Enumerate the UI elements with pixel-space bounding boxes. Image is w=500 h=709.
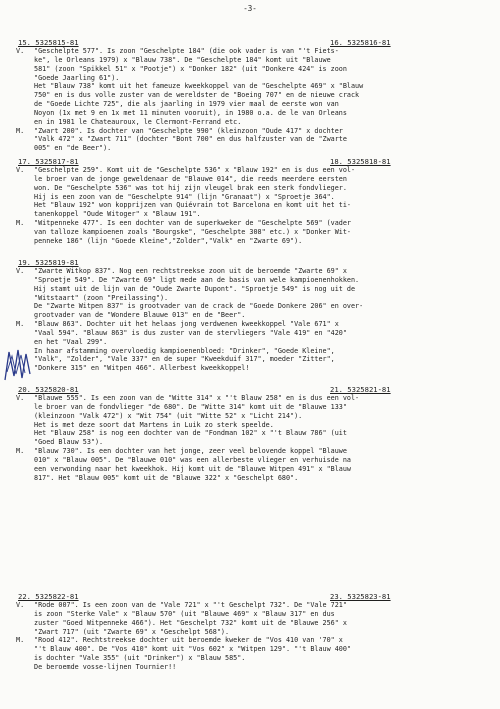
line-text: "Rood 412". Rechtstreekse dochter uit beroemde kweker de "Vos 410 van '70" x xyxy=(34,636,343,645)
line-text: penneke 186" (lijn "Goede Kleine","Zolder","Valk" en "Zwarte 69"). xyxy=(34,236,303,245)
line-text: is dochter "Vale 355" (uit "Drinker") x "Blauw 585". xyxy=(34,654,246,663)
entry-header xyxy=(16,385,486,394)
text-line xyxy=(16,267,486,276)
page-number: -3- xyxy=(243,4,257,13)
line-text: grootvader van de "Wondere Blauwe 013" en de "Beer". xyxy=(34,311,246,320)
line-text: "'t Blauw 400". De "Vos 410" komt uit "Vos 602" x "Witpen 129". "'t Blauw 400" xyxy=(34,645,351,654)
text-line xyxy=(16,663,486,672)
text-line xyxy=(16,610,486,619)
text-line xyxy=(16,294,486,303)
ring-number-left: 17. 5325817-81 xyxy=(18,157,79,166)
line-text: "Geschelpte 577". Is zoon "Geschelpte 184" (die ook vader is van "'t Fiets- xyxy=(34,47,339,55)
line-text: Hij is een zoon van de "Geschelpte 914" (lijn "Granaat") x "Sproetje 364". xyxy=(34,192,335,201)
pen-scribble-mark xyxy=(2,346,36,386)
text-line xyxy=(16,219,486,228)
parent-marker: V. xyxy=(16,394,25,402)
ring-number-right: 21. 5325821-81 xyxy=(330,385,391,394)
line-text: Noyon (1x met 9 en 1x met 11 minuten vooruit), in 1980 o.a. de le van Orleans xyxy=(34,108,347,117)
text-line xyxy=(16,135,486,144)
text-line xyxy=(16,364,486,373)
line-text: de "Goede Lichte 725", die als jaarling in 1979 vier maal de eerste won van xyxy=(34,100,339,109)
line-text: won. De "Geschelpte 536" was tot hij zijn vleugel brak een sterk fondvlieger. xyxy=(34,183,347,192)
text-line xyxy=(16,91,486,100)
line-text: van talloze kampioenen zoals "Bourgske", "Geschelpte 308" etc.) x "Donker Wit- xyxy=(34,227,351,236)
line-text: "Goede Jaarling 61"). xyxy=(34,73,120,82)
text-line xyxy=(16,65,486,74)
line-text: Het "Blauw 738" komt uit het fameuze kweekkoppel van de "Geschelpte 469" x "Blauw xyxy=(34,82,364,91)
text-line xyxy=(16,394,486,403)
text-line xyxy=(16,329,486,338)
text-line xyxy=(16,56,486,65)
text-line xyxy=(16,193,486,202)
line-text: De "Zwarte Witpen 837" is grootvader van de crack de "Goede Donkere 206" en over- xyxy=(34,302,364,311)
text-line xyxy=(16,175,486,184)
line-text: "Donkere 315" en "Witpen 466". Allerbest kweekkoppel! xyxy=(34,364,250,373)
text-line xyxy=(16,338,486,347)
line-text: "Witstaart" (zoon "Preilassing"). xyxy=(34,293,169,302)
text-line xyxy=(16,320,486,329)
text-line xyxy=(16,347,486,356)
line-text: "Witpenneke 477". Is een dochter van de superkweker de "Geschelpte 569" (vader xyxy=(34,219,351,228)
line-text: "Blauw 730". Is een dochter van het jonge, zeer veel belovende koppel "Blauwe xyxy=(34,447,347,456)
pedigree-entry xyxy=(16,258,486,373)
line-text: 005" en "de Beer"). xyxy=(34,144,112,153)
line-text: "Zwart 200". Is dochter van "Geschelpte 990" (kleinzoon "Oude 417" x dochter xyxy=(34,126,343,135)
text-line xyxy=(16,302,486,311)
ring-number-right: 23. 5325823-81 xyxy=(330,592,391,601)
line-text: "Zwarte Witkop 837". Nog een rechtstreekse zoon uit de beroemde "Zwarte 69" x xyxy=(34,267,347,275)
line-text: le broer van de jonge geweldenaar de "Blauwe 014", die reeds meerdere eersten xyxy=(34,174,347,183)
line-text: ke", le Orleans 1979) x "Blauw 738". De "Geschelpte 184" komt uit "Blauwe xyxy=(34,55,331,64)
text-line xyxy=(16,636,486,645)
text-line xyxy=(16,144,486,153)
entry-header xyxy=(16,258,486,267)
line-text: "Blauwe 555". Is een zoon van de "Witte 314" x "'t Blauw 258" en is dus een vol- xyxy=(34,394,360,402)
parent-marker: M. xyxy=(16,126,25,135)
text-line xyxy=(16,276,486,285)
line-text: In haar afstamming overvloedig kampioenenbloed: "Drinker", "Goede Kleine", xyxy=(34,346,335,355)
line-text: Het "Blauw 258" is nog een dochter van de "Fondman 102" x "'t Blauw 786" (uit xyxy=(34,429,347,438)
line-text: "Zwart 717" (uit "Zwarte 69" x "Geschelpt 568"). xyxy=(34,627,230,636)
ring-number-left: 19. 5325819-81 xyxy=(18,258,79,267)
text-line xyxy=(16,109,486,118)
text-line xyxy=(16,601,486,610)
parent-marker: M. xyxy=(16,320,25,329)
ring-number-right: 16. 5325816-81 xyxy=(330,38,391,47)
text-line xyxy=(16,465,486,474)
text-line xyxy=(16,474,486,483)
entry-header xyxy=(16,592,486,601)
line-text: 750" en is dus volle zuster van de wereldster de "Boeing 707" en de nieuwe crack xyxy=(34,91,360,100)
text-line xyxy=(16,355,486,364)
text-line xyxy=(16,74,486,83)
line-text: "Blauw 863". Dochter uit het helaas jong verdwenen kweekkoppel "Vale 671" x xyxy=(34,320,339,329)
line-text: Hij stamt uit de lijn van de "Oude Zwarte Dupont". "Sproetje 549" is nog uit de xyxy=(34,284,356,293)
text-line xyxy=(16,421,486,430)
text-line xyxy=(16,628,486,637)
parent-marker: V. xyxy=(16,47,25,55)
line-text: "Goed Blauw 53"). xyxy=(34,438,104,447)
text-line xyxy=(16,237,486,246)
parent-marker: V. xyxy=(16,267,25,275)
entry-header xyxy=(16,157,486,166)
text-line xyxy=(16,403,486,412)
parent-marker: M. xyxy=(16,219,25,228)
text-line xyxy=(16,654,486,663)
line-text: "Valk", "Zolder", "Vale 337" en de super "Kweekduif 317", moeder "Zitter", xyxy=(34,355,335,364)
line-text: (kleinzoon "Valk 472") x "Wit 754" (uit "Witte 52" x "Licht 214"). xyxy=(34,411,303,420)
text-line xyxy=(16,127,486,136)
text-line xyxy=(16,47,486,56)
ring-number-left: 20. 5325820-81 xyxy=(18,385,79,394)
line-text: 010" x "Blauw 005". De "Blauwe 010" was een allerbeste vlieger en verhuisde na xyxy=(34,455,351,464)
text-line xyxy=(16,166,486,175)
ring-number-left: 15. 5325815-81 xyxy=(18,38,79,47)
text-line xyxy=(16,429,486,438)
ring-number-right: 18. 5325818-81 xyxy=(330,157,391,166)
pedigree-entry xyxy=(16,385,486,482)
text-line xyxy=(16,619,486,628)
line-text: De beroemde vosse-lijnen Tournier!! xyxy=(34,662,177,671)
line-text: tanenkoppel "Oude Witoger" x "Blauw 191". xyxy=(34,210,201,219)
line-text: 581" (zoon "Spikkel 51" x "Pootje") x "Donker 182" (uit "Donkere 424" is zoon xyxy=(34,64,347,73)
line-text: "Valk 472" x "Zwart 711" (dochter "Bont 700" en dus halfzuster van de "Zwarte xyxy=(34,135,347,144)
line-text: "Rode 007". Is een zoon van de "Vale 721" x "'t Geschelpt 732". De "Vale 721" xyxy=(34,601,347,609)
text-line xyxy=(16,456,486,465)
line-text: Het is met deze soort dat Martens in Luik zo sterk speelde. xyxy=(34,420,274,429)
line-text: zuster "Goed Witpenneke 466"). Het "Geschelpt 732" komt uit de "Blauwe 256" x xyxy=(34,618,347,627)
line-text: en in 1981 le Chateauroux, le Clermont-Ferrand etc. xyxy=(34,117,242,126)
entry-header xyxy=(16,38,486,47)
pedigree-entry xyxy=(16,592,486,672)
text-line xyxy=(16,201,486,210)
line-text: "Sproetje 549". De "Zwarte 69" ligt mede aan de basis van wele kampioenenhokken. xyxy=(34,275,360,284)
parent-marker: V. xyxy=(16,601,25,609)
line-text: is zoon "Sterke Vale" x "Blauw 570" (uit "Blauwe 469" x "Blauw 317" en dus xyxy=(34,609,335,618)
text-line xyxy=(16,447,486,456)
text-line xyxy=(16,82,486,91)
text-line xyxy=(16,100,486,109)
line-text: een verwonding naar het kweekhok. Hij komt uit de "Blauwe Witpen 491" x "Blauw xyxy=(34,464,351,473)
text-line xyxy=(16,184,486,193)
text-line xyxy=(16,228,486,237)
pedigree-entry xyxy=(16,38,486,153)
parent-marker: M. xyxy=(16,636,25,645)
text-line xyxy=(16,118,486,127)
text-line xyxy=(16,438,486,447)
pedigree-entry xyxy=(16,157,486,246)
line-text: "Vaal 594". "Blauw 863" is dus zuster van de stervliegers "Vale 419" en "420" xyxy=(34,328,347,337)
parent-marker: M. xyxy=(16,447,25,456)
ring-number-left: 22. 5325822-81 xyxy=(18,592,79,601)
text-line xyxy=(16,645,486,654)
text-line xyxy=(16,210,486,219)
line-text: le broer van de fondvlieger "de 680". De "Witte 314" komt uit de "Blauwe 133" xyxy=(34,402,347,411)
parent-marker: V. xyxy=(16,166,25,174)
line-text: Het "Blauw 192" won kopprijzen van Quiévrain tot Barcelona en komt uit het ti- xyxy=(34,201,351,210)
line-text: 817". Het "Blauw 005" komt uit de "Blauwe 322" x "Geschelpt 680". xyxy=(34,473,299,482)
line-text: en het "Vaal 299". xyxy=(34,337,108,346)
text-line xyxy=(16,412,486,421)
text-line xyxy=(16,311,486,320)
text-line xyxy=(16,285,486,294)
line-text: "Geschelpte 259". Komt uit de "Geschelpte 536" x "Blauw 192" en is dus een vol- xyxy=(34,166,356,174)
